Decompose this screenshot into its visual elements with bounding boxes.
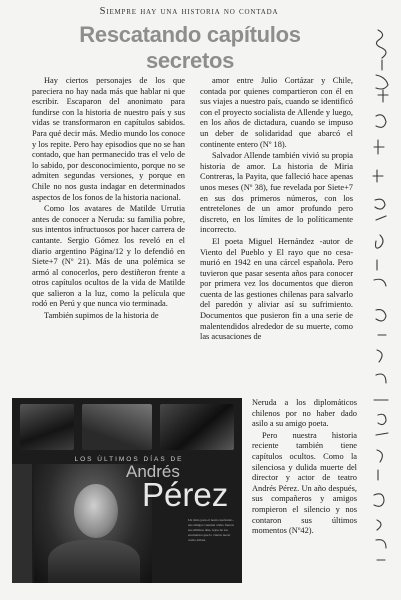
image-caption: LOS ÚLTIMOS DÍAS DE [74,456,184,463]
photo-thumbnail [160,404,234,450]
face [74,484,118,538]
paragraph: Salvador Allende también vivió su propia historia de amor. La historia de Miria Contreras, la Payita, que falleció hace apenas unos meses (Nº 38), fue revelada por Siete+7 en sus dos primeros números, con los entretelones de un amor profundo pero discreto, en los límites de lo políticamente incorrecto. [200,151,353,235]
paragraph: Como los avatares de Matilde Urrutia antes de conocer a Neruda: su familia pobre, sus intentos infructuosos por hacer carrera de cantante. Sergio Gómez los reveló en el diario argentino Página/12 y lo defendió en Siete+7 (Nº 21). Más de una polémica se armó al conocerlos, pero destiñeron frente a otros capítulos ocultos de la vida de Matilde que salieron a la luz, como la película que rodó en Perú y que nunca vio terminada. [32,204,185,309]
right-column [200,76,353,344]
paragraph: El poeta Miguel Hernández -autor de Viento del Pueblo y El rayo que no cesa- murió en 1942 en una cárcel española. Pero tuvieron que pasar sesenta años para conocer por primera vez los documentos que dieron cuenta de las gestiones chilenas para salvarlo del paredón y aliviar así su sufrimiento. Documentos que pusieron fin a una serie de malentendidos alrededor de su muerte, como las acusaciones de [200,236,353,342]
image-body-text: Un mito para el teatro nacional... sus amigos cuentan cómo fueron sus últimos días, lejos de los escenarios que lo vieron nacer como artista. [188,518,235,542]
paragraph: También supimos de la historia de [44,311,159,321]
image-name-first: Andrés [126,462,180,481]
paragraph: Pero nuestra historia reciente también tiene capítulos ocultos. Como la silenciosa y dulida muerte del director y actor de teatro Andrés Pérez. Un año después, sus compañeros y amigos rompieron el silencio y nos contaron sus últimos momentos (Nº42). [252,430,357,536]
headline: Rescatando capítulos secretos [79,22,301,73]
article-image [12,398,242,583]
image-name-last: Pérez [142,476,229,513]
handwritten-annotation [368,20,398,580]
photo-thumbnail [82,404,152,450]
photo-thumbnail [20,404,74,450]
image-sidebar [12,464,32,583]
paragraph: amor entre Julio Cortázar y Chile, contada por quienes compartieron con él en sus viajes a nuestro país, cuando se identificó con el proyecto socialista de Allende y luego, en los años de dictadura, cuando se impuso un deber de solidaridad que abarcó el continente entero (Nº 18). [200,76,353,149]
narrow-column [252,398,357,538]
left-column [32,76,185,323]
paragraph: Neruda a los diplomáticos chilenos por no haber dado asilo a su amigo poeta. [252,398,357,429]
shirt [48,540,140,583]
kicker: Siempre hay una historia no contada [99,6,279,17]
paragraph: Hay ciertos personajes de los que pareciera no hay nada más que hablar ni que escribir. Escaparon del anonimato para fundirse con la historia de nuestro país y sus vidas se transformaron en capítulos sabidos. Para qué decir más. Medio mundo los conoce y los repite. Pero hay episodios que no se han contado, que han permanecido tras el velo de lo sabido, por desconocimiento, porque no se admiten segundas versiones, y porque en Chile no nos gusta indagar en determinados aspectos de los fonos de la historia nacional. [32,76,185,202]
